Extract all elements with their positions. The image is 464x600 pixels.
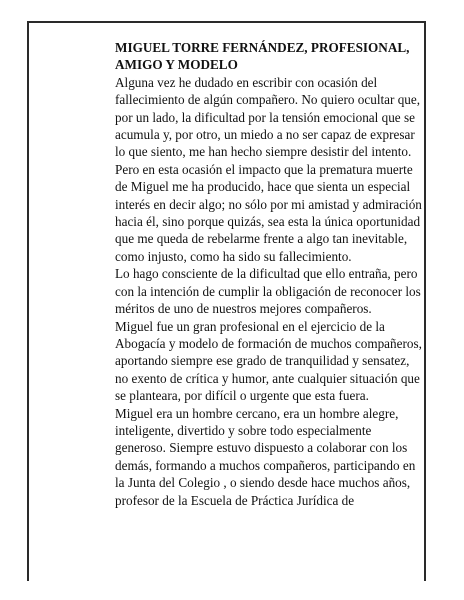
document-title: MIGUEL TORRE FERNÁNDEZ, PROFESIONAL, AMIGO Y MODELO: [115, 40, 410, 73]
paragraph-5: Miguel era un hombre cercano, era un hombre alegre, inteligente, divertido y sobre todo especialmente generoso. Siempre estuvo dispuesto a colaborar con los demás, formando a muchos compañeros, participando en la Junta del Colegio , o siendo desde hace muchos años, profesor de la Escuela de Práctica Jurídica de: [115, 405, 416, 508]
document-body: [115, 39, 423, 509]
paragraph-1: Alguna vez he dudado en escribir con ocasión del fallecimiento de algún compañero. No quiero ocultar que, por un lado, la dificultad por la tensión emocional que se acumula y, por otro, un miedo a no ser capaz de expresar lo que siento, me han hecho siempre desistir del intento.: [115, 74, 421, 160]
paragraph-2: Pero en esta ocasión el impacto que la prematura muerte de Miguel me ha producido, hace que sienta un especial interés en decir algo; no sólo por mi amistad y admiración hacia él, sino porque quizás, sea esta la única oportunidad que me queda de rebelarme frente a algo tan inevitable, como injusto, como ha sido su fallecimiento.: [115, 161, 422, 264]
paragraph-4: Miguel fue un gran profesional en el ejercicio de la Abogacía y modelo de formación de muchos compañeros, aportando siempre ese grado de tranquilidad y sensatez, no exento de crítica y humor, ante cualquier situación que se planteara, por difícil o urgente que esta fuera.: [115, 318, 422, 404]
paragraph-3: Lo hago consciente de la dificultad que ello entraña, pero con la intención de cumplir la obligación de reconocer los méritos de uno de nuestros mejores compañeros.: [115, 266, 421, 317]
